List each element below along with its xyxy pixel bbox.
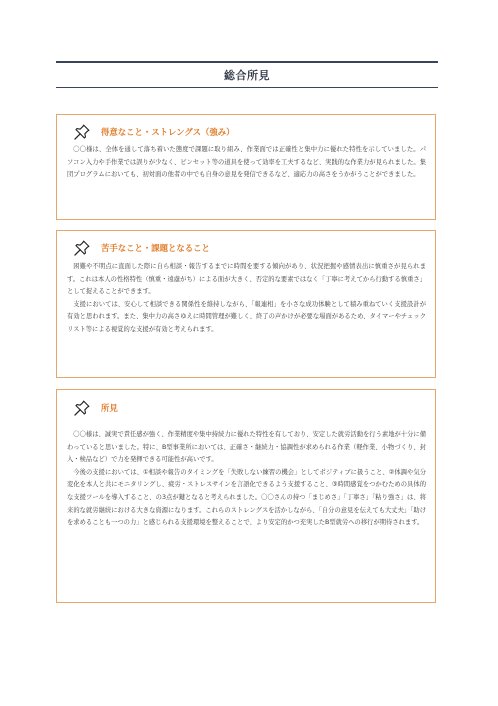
section-header (73, 399, 118, 417)
section-body (67, 144, 426, 182)
pushpin-icon (73, 399, 91, 417)
paragraph: 今後の支援においては、①相談や報告のタイミングを「失敗しない練習の機会」としてポジティブに扱うこと、②体調や気分変化を本人と共にモニタリングし、疲労・ストレスサインを言語化できるよう支援すること、③時間感覚をつかむための具体的な支援ツールを導入すること、の3点が鍵となると考えられました。〇〇さんの持つ「まじめさ」「丁寧さ」「粘り強さ」は、将来的な就労継続における大きな資源になります。これらのストレングスを活かしながら、「自分の意見を伝えても大丈夫」「助けを求めることも一つの力」と感じられる支援環境を整えることで、より安定的かつ充実したB型就労への移行が期待されます。 (67, 468, 426, 527)
section-body (67, 429, 426, 530)
section-body (67, 261, 426, 337)
strengths-section (56, 114, 436, 220)
section-heading: 苦手なこと・課題となること (101, 243, 210, 253)
section-header (73, 123, 235, 141)
pushpin-icon (73, 123, 91, 141)
paragraph: 困難や不明点に直面した際に自ら相談・報告するまでに時間を要する傾向があり、状況把握や感情表出に慎重さが見られます。これは本人の性格特性（慎重・遠慮がち）による面が大きく、否定的な要素ではなく「丁寧に考えてから行動する慎重さ」として捉えることができます。 (67, 263, 426, 296)
findings-section (56, 389, 436, 603)
section-heading: 所見 (101, 403, 118, 413)
paragraph: 〇〇様は、誠実で責任感が強く、作業精度や集中持続力に優れた特性を有しており、安定した就労活動を行う素地が十分に備わっていると思いました。特に、B型事業所においては、正確さ・継続力・協調性が求められる作業（軽作業、小物づくり、封入・検品など）で力を発揮できる可能性が高いです。 (67, 431, 426, 464)
section-header (73, 239, 210, 257)
page-title: 総合所見 (224, 69, 270, 82)
pushpin-icon (73, 239, 91, 257)
paragraph: 〇〇様は、全体を通して落ち着いた態度で課題に取り組み、作業面では正確性と集中力に優れた特性を示していました。パソコン入力や手作業では誤りが少なく、ピンセット等の道具を使って効率を工夫するなど、実践的な作業力が見られました。集団プログラムにおいても、初対面の他者の中でも自身の意見を発信できるなど、適応力の高さをうかがうことができました。 (67, 146, 426, 179)
page-title-block (56, 61, 438, 88)
challenges-section (56, 230, 436, 378)
paragraph: 支援においては、安心して相談できる関係性を維持しながら、「報連相」を小さな成功体験として積み重ねていく支援設計が有効と思われます。また、集中力の高さゆえに時間管理が難しく、終了の声かけが必要な場面があるため、タイマーやチェックリスト等による視覚的な支援が有効と考えられます。 (67, 300, 426, 333)
section-heading: 得意なこと・ストレングス（強み） (101, 127, 235, 137)
